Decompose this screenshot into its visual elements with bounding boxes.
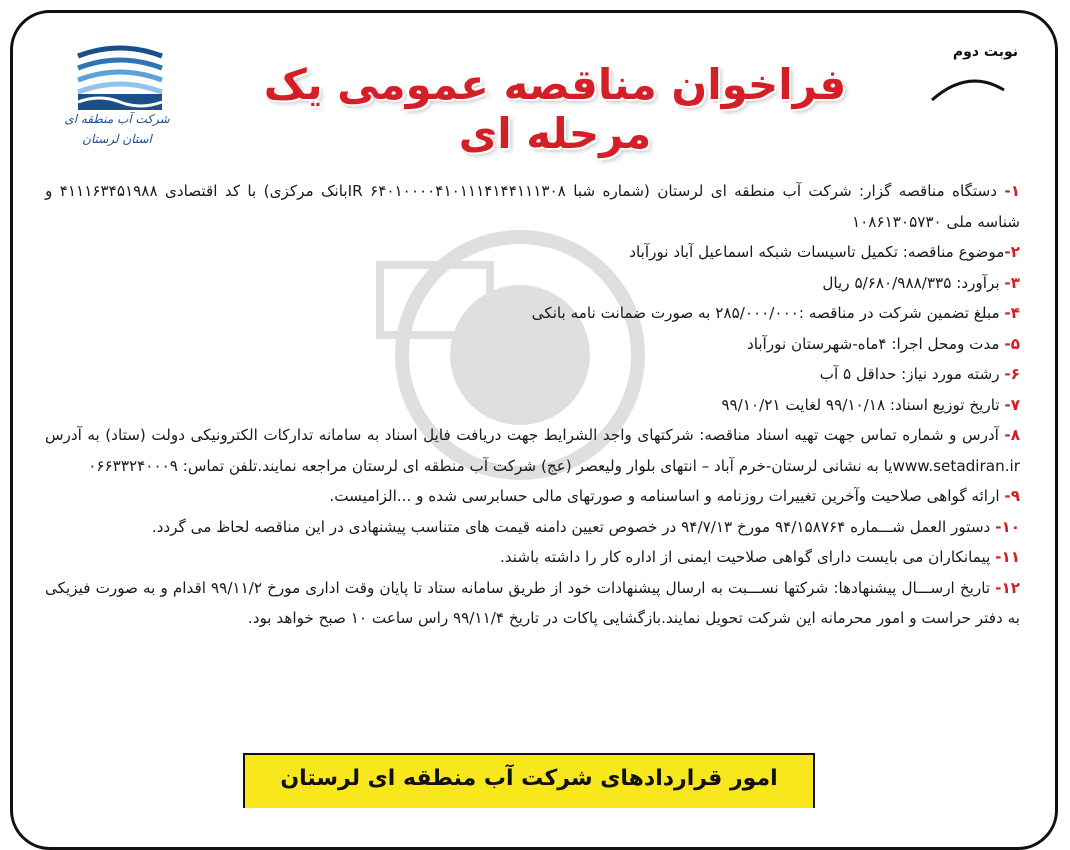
list-item <box>45 298 1020 329</box>
list-item <box>45 237 1020 268</box>
list-item <box>45 481 1020 512</box>
item-number: ۳- <box>1004 273 1020 292</box>
item-text: مبلغ تضمین شرکت در مناقصه :۲۸۵/۰۰۰/۰۰۰ به صورت ضمانت نامه بانکی <box>531 304 1005 322</box>
arc-icon <box>928 66 1008 106</box>
list-item <box>45 268 1020 299</box>
item-text: دستور العمل شـــماره ۹۴/۱۵۸۷۶۴ مورخ ۹۴/۷/۱۳ در خصوص تعیین دامنه قیمت های متناسب پیشنهادی در این مناقصه لحاظ می گردد. <box>151 517 996 536</box>
item-text: آدرس و شماره تماس جهت تهیه اسناد مناقصه: شرکتهای واجد الشرایط جهت دریافت فایل اسناد به سامانه تدارکات الکترونیکی دولت (ستاد) به آدرس www.setadiran.irیا به نشانی لرستان-خرم آباد – انتهای بلوار ولیعصر (عج) شرکت آب منطقه ای لرستان مراجعه نمایند.تلفن تماس: ۰۶۶۳۳۲۴۰۰۰۹ <box>45 426 1020 475</box>
list-item <box>45 176 1020 237</box>
list-item <box>45 542 1020 573</box>
list-item <box>45 420 1020 481</box>
item-number: ۵- <box>1004 334 1020 353</box>
item-text: پیمانکاران می بایست دارای گواهی صلاحیت ایمنی از اداره کار را داشته باشند. <box>499 548 996 566</box>
footer-text: امور قراردادهای شرکت آب منطقه ای لرستان <box>280 766 778 791</box>
item-number: ۱۲- <box>995 578 1020 597</box>
item-number: ۱۱- <box>995 548 1020 566</box>
list-item <box>45 512 1020 543</box>
logo-line1: شرکت آب منطقه ای <box>64 112 170 126</box>
list-item <box>45 329 1020 360</box>
list-item <box>45 390 1020 421</box>
item-number: ۹- <box>1004 487 1020 505</box>
item-number: ۱- <box>1004 182 1020 200</box>
list-item <box>45 573 1020 634</box>
item-text: مدت ومحل اجرا: ۴ماه-شهرستان نورآباد <box>746 334 1005 353</box>
item-number: ۷- <box>1004 395 1020 414</box>
item-text: برآورد: ۵/۶۸۰/۹۸۸/۳۳۵ ریال <box>822 273 1005 292</box>
item-text: ارائه گواهی صلاحیت وآخرین تغییرات روزنامه و اساسنامه و صورتهای مالی حسابرسی شده و ...الزامیست. <box>329 487 1005 505</box>
footer-banner <box>243 753 815 808</box>
item-text: موضوع مناقصه: تکمیل تاسیسات شبکه اسماعیل آباد نورآباد <box>629 243 1005 261</box>
page-title: فراخوان مناقصه عمومی یک مرحله ای <box>263 60 847 158</box>
item-text: رشته مورد نیاز: حداقل ۵ آب <box>819 365 1005 383</box>
item-number: ۸- <box>1004 426 1020 444</box>
list-item <box>45 359 1020 390</box>
item-number: ۲- <box>1004 243 1020 261</box>
item-text: دستگاه مناقصه گزار: شرکت آب منطقه ای لرستان (شماره شبا IR ۶۴۰۱۰۰۰۰۴۱۰۱۱۱۴۱۴۴۱۱۱۳۰۸بانک مرکزی) با کد اقتصادی ۴۱۱۱۶۳۴۵۱۹۸۸ و شناسه ملی ۱۰۸۶۱۳۰۵۷۳۰ <box>45 182 1020 231</box>
item-text: تاریخ توزیع اسناد: ۹۹/۱۰/۱۸ لغایت ۹۹/۱۰/۲۱ <box>721 395 1005 414</box>
round-label: نوبت دوم <box>952 44 1018 60</box>
logo-icon <box>70 40 170 150</box>
item-number: ۴- <box>1004 304 1020 322</box>
item-number: ۶- <box>1004 365 1020 383</box>
notice-body <box>45 176 1020 634</box>
item-text: تاریخ ارســـال پیشنهادها: شرکتها نســـبت به ارسال پیشنهادات خود از طریق سامانه ستاد تا پایان وقت اداری مورخ ۹۹/۱۱/۲ اقدام و به صورت فیزیکی به دفتر حراست و امور محرمانه این شرکت تحویل نمایند.بازگشایی پاکات در تاریخ ۹۹/۱۱/۴ راس ساعت ۱۰ صبح خواهد بود. <box>45 578 1020 627</box>
logo-line2: استان لرستان <box>82 132 152 146</box>
item-number: ۱۰- <box>995 517 1020 536</box>
